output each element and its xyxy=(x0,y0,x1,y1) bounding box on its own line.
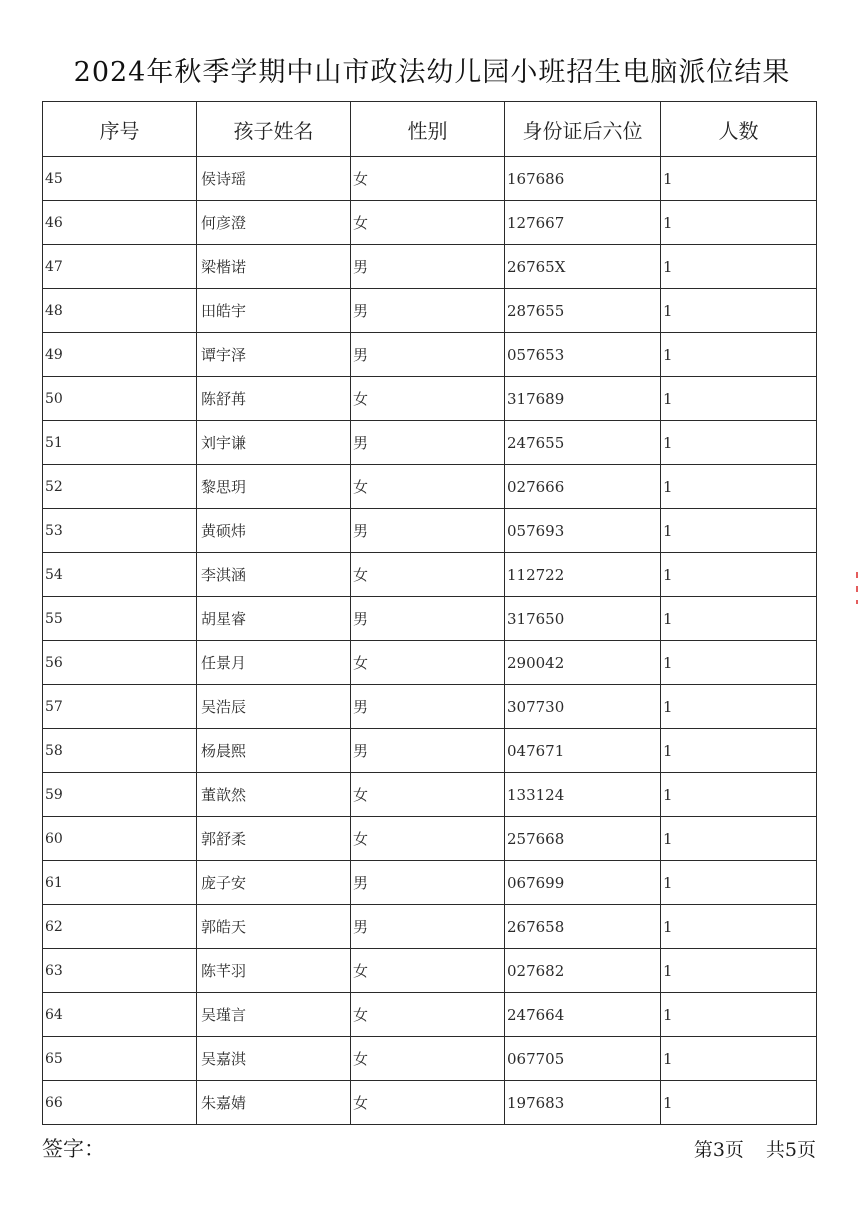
header-gender: 性别 xyxy=(351,102,505,157)
table-row xyxy=(43,641,817,685)
child-name-cell: 郭舒柔 xyxy=(197,817,351,861)
child-name-cell: 田皓宇 xyxy=(197,289,351,333)
id-last-six-cell: 317650 xyxy=(505,597,661,641)
gender-cell: 男 xyxy=(351,861,505,905)
row-index-cell: 65 xyxy=(43,1037,197,1081)
count-cell: 1 xyxy=(661,553,817,597)
row-index-cell: 55 xyxy=(43,597,197,641)
header-index: 序号 xyxy=(43,102,197,157)
id-last-six-cell: 247664 xyxy=(505,993,661,1037)
child-name-cell: 何彦澄 xyxy=(197,201,351,245)
table-row xyxy=(43,949,817,993)
row-index-cell: 61 xyxy=(43,861,197,905)
header-count: 人数 xyxy=(661,102,817,157)
child-name-cell: 黄硕炜 xyxy=(197,509,351,553)
child-name-cell: 董歆然 xyxy=(197,773,351,817)
row-index-cell: 63 xyxy=(43,949,197,993)
gender-cell: 男 xyxy=(351,597,505,641)
child-name-cell: 庞子安 xyxy=(197,861,351,905)
page-total: 共5页 xyxy=(765,1139,816,1161)
id-last-six-cell: 317689 xyxy=(505,377,661,421)
table-row xyxy=(43,685,817,729)
row-index-cell: 49 xyxy=(43,333,197,377)
table-row xyxy=(43,465,817,509)
gender-cell: 男 xyxy=(351,905,505,949)
gender-cell: 女 xyxy=(351,157,505,201)
count-cell: 1 xyxy=(661,729,817,773)
gender-cell: 女 xyxy=(351,949,505,993)
table-row xyxy=(43,905,817,949)
id-last-six-cell: 197683 xyxy=(505,1081,661,1125)
table-row xyxy=(43,773,817,817)
id-last-six-cell: 112722 xyxy=(505,553,661,597)
count-cell: 1 xyxy=(661,1081,817,1125)
gender-cell: 男 xyxy=(351,729,505,773)
row-index-cell: 58 xyxy=(43,729,197,773)
red-ink-mark xyxy=(856,572,858,612)
row-index-cell: 45 xyxy=(43,157,197,201)
count-cell: 1 xyxy=(661,685,817,729)
table-row xyxy=(43,421,817,465)
row-index-cell: 51 xyxy=(43,421,197,465)
id-last-six-cell: 127667 xyxy=(505,201,661,245)
child-name-cell: 李淇涵 xyxy=(197,553,351,597)
document-title: 2024年秋季学期中山市政法幼儿园小班招生电脑派位结果 xyxy=(73,57,791,88)
gender-cell: 女 xyxy=(351,465,505,509)
id-last-six-cell: 057693 xyxy=(505,509,661,553)
count-cell: 1 xyxy=(661,905,817,949)
id-last-six-cell: 26765X xyxy=(505,245,661,289)
id-last-six-cell: 057653 xyxy=(505,333,661,377)
table-row xyxy=(43,861,817,905)
child-name-cell: 郭皓天 xyxy=(197,905,351,949)
header-child-name: 孩子姓名 xyxy=(197,102,351,157)
table-row xyxy=(43,245,817,289)
gender-cell: 男 xyxy=(351,509,505,553)
row-index-cell: 60 xyxy=(43,817,197,861)
id-last-six-cell: 027682 xyxy=(505,949,661,993)
table-row xyxy=(43,201,817,245)
child-name-cell: 黎思玥 xyxy=(197,465,351,509)
child-name-cell: 陈舒苒 xyxy=(197,377,351,421)
count-cell: 1 xyxy=(661,597,817,641)
count-cell: 1 xyxy=(661,641,817,685)
gender-cell: 男 xyxy=(351,289,505,333)
gender-cell: 男 xyxy=(351,685,505,729)
count-cell: 1 xyxy=(661,289,817,333)
table-row xyxy=(43,729,817,773)
count-cell: 1 xyxy=(661,377,817,421)
enrollment-table xyxy=(42,101,817,1125)
gender-cell: 女 xyxy=(351,1081,505,1125)
table-row xyxy=(43,1037,817,1081)
row-index-cell: 47 xyxy=(43,245,197,289)
signature-label: 签字： xyxy=(42,1137,105,1161)
count-cell: 1 xyxy=(661,245,817,289)
id-last-six-cell: 067705 xyxy=(505,1037,661,1081)
child-name-cell: 朱嘉婧 xyxy=(197,1081,351,1125)
table-row xyxy=(43,509,817,553)
gender-cell: 男 xyxy=(351,245,505,289)
count-cell: 1 xyxy=(661,949,817,993)
gender-cell: 男 xyxy=(351,333,505,377)
row-index-cell: 46 xyxy=(43,201,197,245)
page-indicator xyxy=(694,1135,816,1162)
table-row xyxy=(43,553,817,597)
id-last-six-cell: 290042 xyxy=(505,641,661,685)
count-cell: 1 xyxy=(661,333,817,377)
row-index-cell: 54 xyxy=(43,553,197,597)
count-cell: 1 xyxy=(661,817,817,861)
table-header-row xyxy=(43,102,817,157)
id-last-six-cell: 257668 xyxy=(505,817,661,861)
table-body xyxy=(43,157,817,1125)
row-index-cell: 59 xyxy=(43,773,197,817)
id-last-six-cell: 307730 xyxy=(505,685,661,729)
child-name-cell: 谭宇泽 xyxy=(197,333,351,377)
table-row xyxy=(43,157,817,201)
gender-cell: 女 xyxy=(351,817,505,861)
table-row xyxy=(43,333,817,377)
count-cell: 1 xyxy=(661,465,817,509)
table-row xyxy=(43,289,817,333)
gender-cell: 女 xyxy=(351,1037,505,1081)
row-index-cell: 57 xyxy=(43,685,197,729)
row-index-cell: 56 xyxy=(43,641,197,685)
row-index-cell: 50 xyxy=(43,377,197,421)
count-cell: 1 xyxy=(661,993,817,1037)
id-last-six-cell: 133124 xyxy=(505,773,661,817)
table-row xyxy=(43,597,817,641)
table-row xyxy=(43,993,817,1037)
gender-cell: 女 xyxy=(351,773,505,817)
child-name-cell: 吴瑾言 xyxy=(197,993,351,1037)
child-name-cell: 侯诗瑶 xyxy=(197,157,351,201)
gender-cell: 男 xyxy=(351,421,505,465)
count-cell: 1 xyxy=(661,157,817,201)
gender-cell: 女 xyxy=(351,641,505,685)
child-name-cell: 梁楷诺 xyxy=(197,245,351,289)
child-name-cell: 杨晨熙 xyxy=(197,729,351,773)
child-name-cell: 吴浩辰 xyxy=(197,685,351,729)
row-index-cell: 53 xyxy=(43,509,197,553)
row-index-cell: 66 xyxy=(43,1081,197,1125)
child-name-cell: 任景月 xyxy=(197,641,351,685)
child-name-cell: 吴嘉淇 xyxy=(197,1037,351,1081)
header-id-last-six: 身份证后六位 xyxy=(505,102,661,157)
row-index-cell: 48 xyxy=(43,289,197,333)
table-row xyxy=(43,377,817,421)
count-cell: 1 xyxy=(661,201,817,245)
id-last-six-cell: 047671 xyxy=(505,729,661,773)
child-name-cell: 胡星睿 xyxy=(197,597,351,641)
count-cell: 1 xyxy=(661,421,817,465)
row-index-cell: 64 xyxy=(43,993,197,1037)
child-name-cell: 陈芊羽 xyxy=(197,949,351,993)
count-cell: 1 xyxy=(661,861,817,905)
id-last-six-cell: 167686 xyxy=(505,157,661,201)
gender-cell: 女 xyxy=(351,993,505,1037)
table-row xyxy=(43,817,817,861)
gender-cell: 女 xyxy=(351,553,505,597)
table-row xyxy=(43,1081,817,1125)
id-last-six-cell: 067699 xyxy=(505,861,661,905)
count-cell: 1 xyxy=(661,1037,817,1081)
page-current: 第3页 xyxy=(693,1139,744,1161)
gender-cell: 女 xyxy=(351,377,505,421)
id-last-six-cell: 287655 xyxy=(505,289,661,333)
count-cell: 1 xyxy=(661,509,817,553)
child-name-cell: 刘宇谦 xyxy=(197,421,351,465)
id-last-six-cell: 027666 xyxy=(505,465,661,509)
row-index-cell: 52 xyxy=(43,465,197,509)
gender-cell: 女 xyxy=(351,201,505,245)
count-cell: 1 xyxy=(661,773,817,817)
row-index-cell: 62 xyxy=(43,905,197,949)
id-last-six-cell: 267658 xyxy=(505,905,661,949)
id-last-six-cell: 247655 xyxy=(505,421,661,465)
